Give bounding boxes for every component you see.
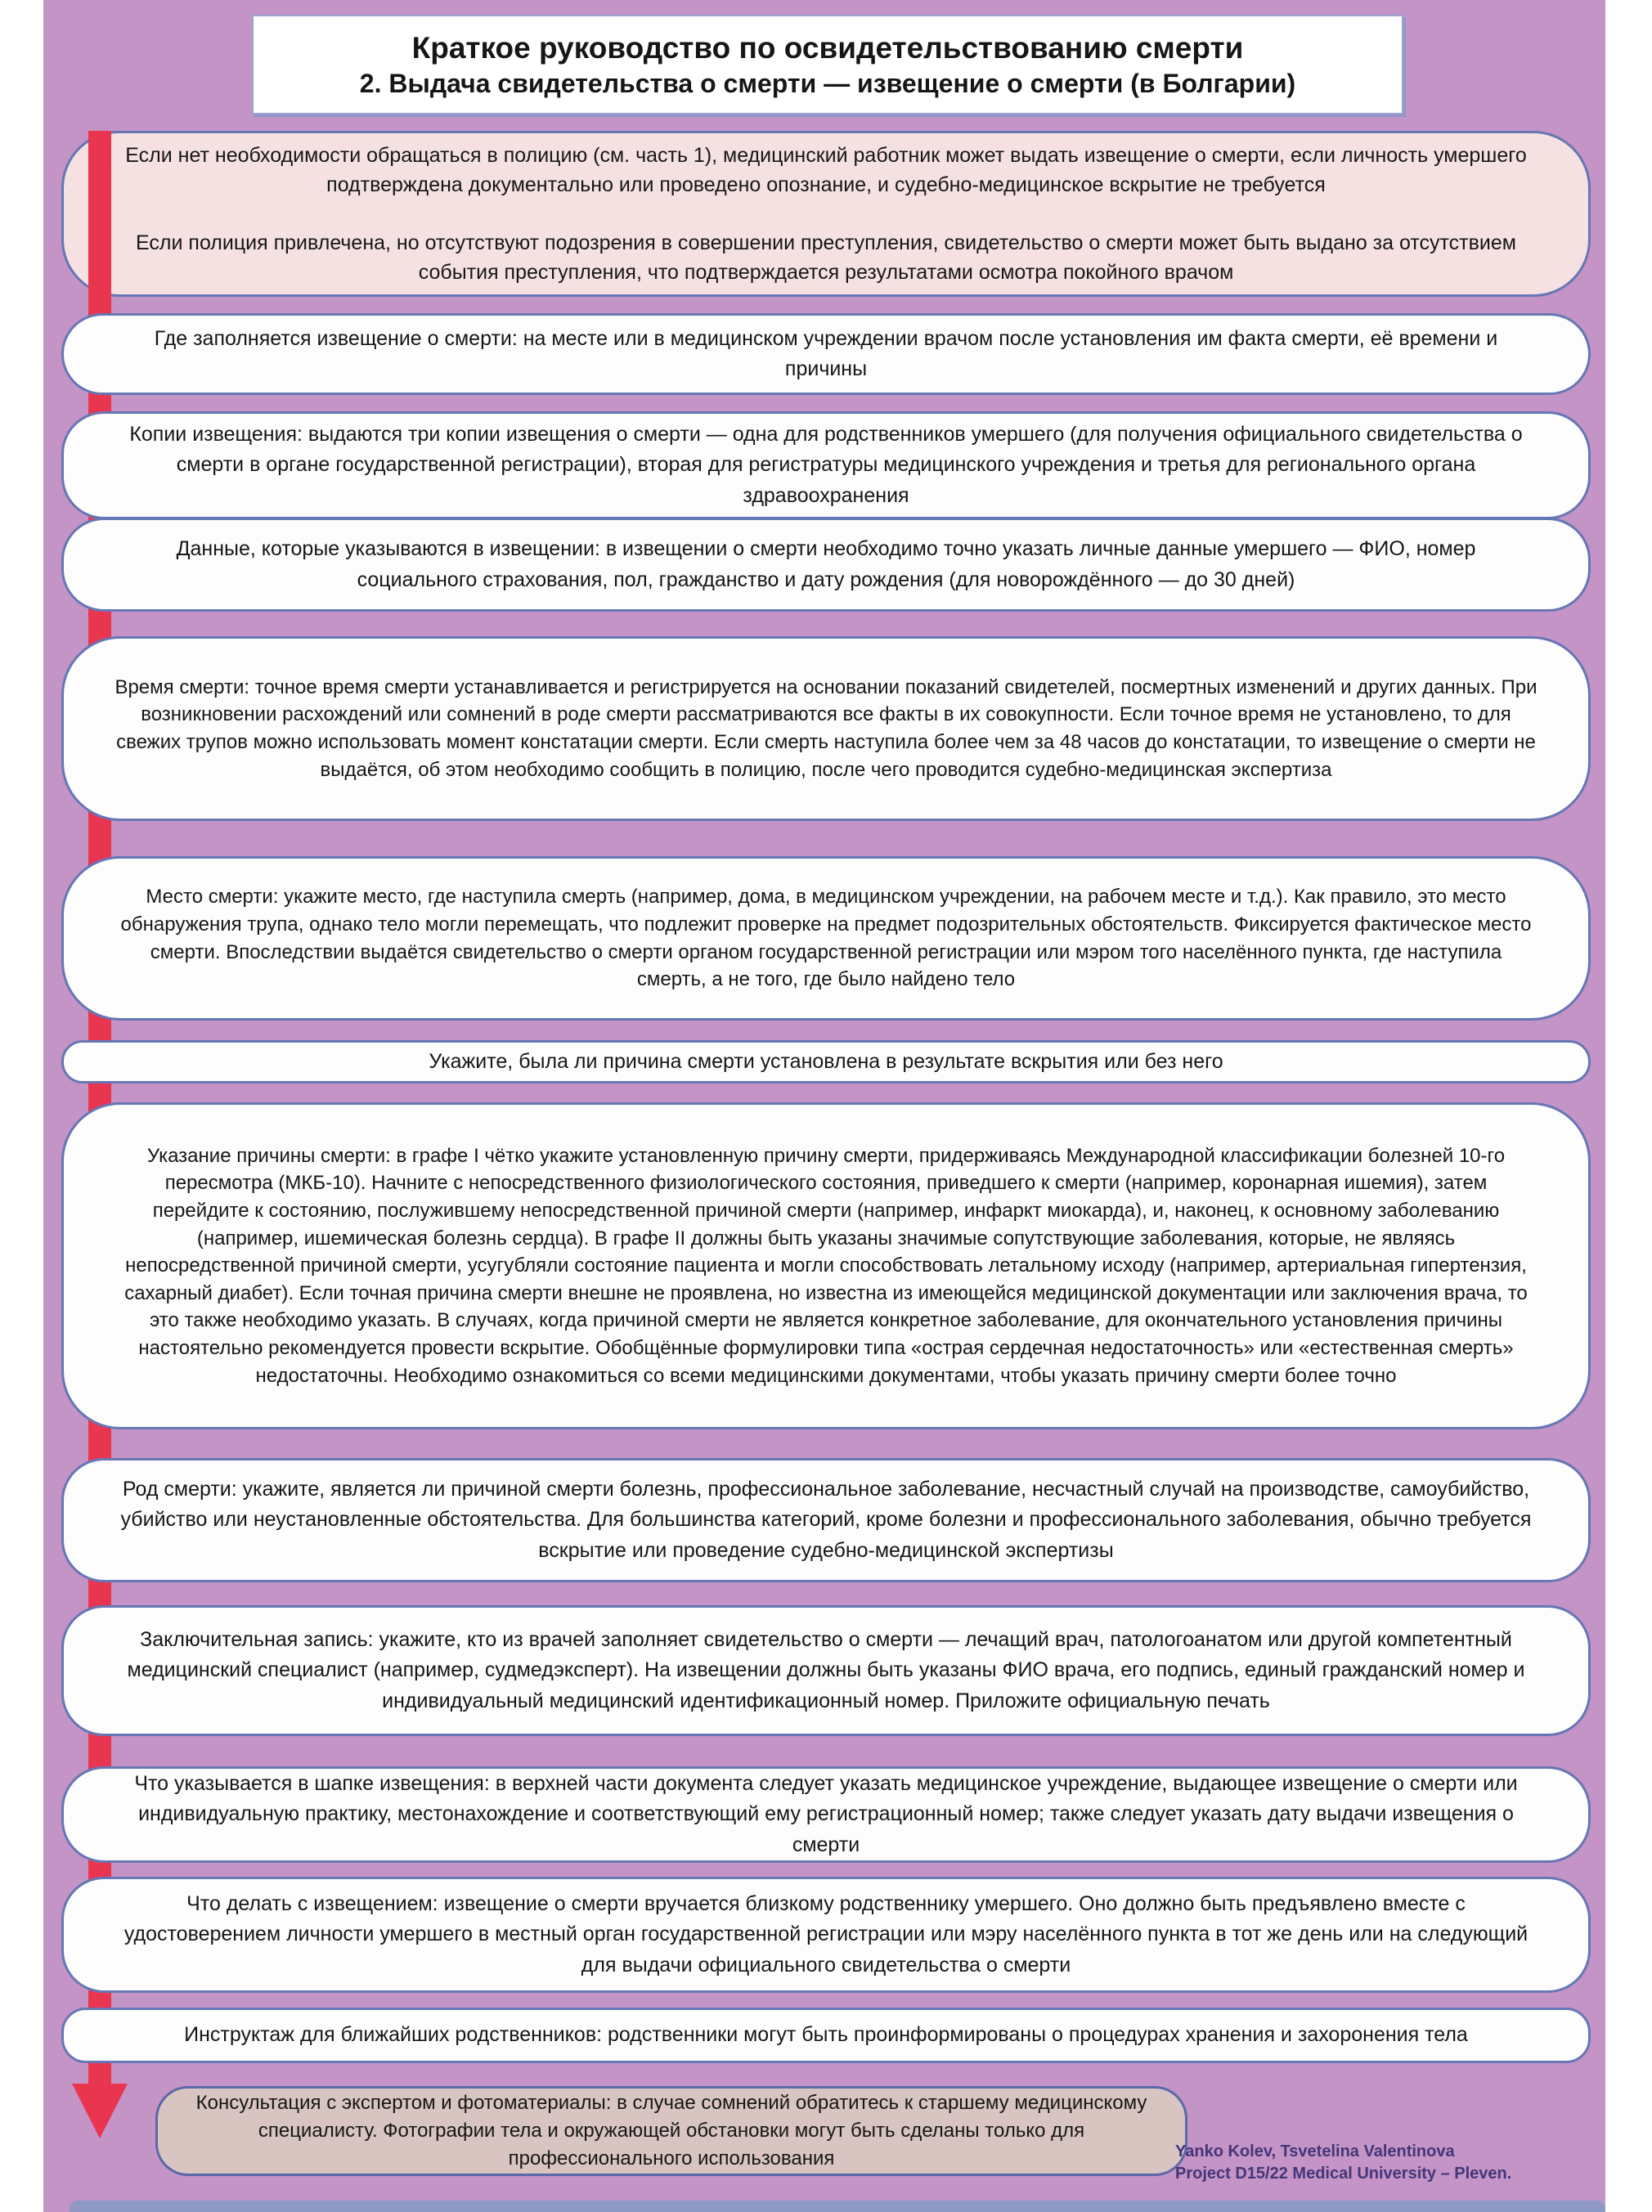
poster-title: Краткое руководство по освидетельствованию смерти — [411, 30, 1244, 65]
poster-subtitle: 2. Выдача свидетельства о смерти — извещение о смерти (в Болгарии) — [359, 69, 1296, 99]
step-box-header-info — [61, 1766, 1591, 1863]
step-text: Инструктаж для ближайших родственников: родственники могут быть проинформированы о процедурах хранения и захоронения тела — [184, 2023, 1468, 2047]
step-text: Данные, которые указываются в извещении: в извещении о смерти необходимо точно указать личные данные умершего — ФИО, номер социального страхования, пол, гражданство и дату рождения (для новорождённого — до 30 дней) — [176, 537, 1476, 591]
step-box-deceased-data — [61, 518, 1591, 612]
step-text: Укажите, была ли причина смерти установлена в результате вскрытия или без него — [429, 1049, 1223, 1073]
expert-consultation-box — [155, 2086, 1187, 2176]
step-box-what-to-do-with-notice — [61, 1877, 1591, 1993]
bottom-strip — [70, 2201, 1605, 2212]
step-box-cause-of-death — [61, 1102, 1591, 1429]
step-text: Заключительная запись: укажите, кто из врачей заполняет свидетельство о смерти — лечащий врач, патологоанатом или другой компетентный медицинский специалист (например, судмедэксперт). На извещении должны быть указаны ФИО врача, его подпись, единый гражданский номер и индивидуальный медицинский идентификационный номер. Приложите официальную печать — [127, 1627, 1525, 1712]
step-box-time-of-death — [61, 636, 1591, 821]
intro-box — [61, 131, 1591, 297]
step-text: Что указывается в шапке извещения: в верхней части документа следует указать медицинское учреждение, выдающее извещение о смерти или индивидуальную практику, местонахождение и соответствующий ему регистрационный номер; также следует указать дату выдачи извещения о смерти — [134, 1771, 1518, 1856]
step-text: Время смерти: точное время смерти устанавливается и регистрируется на основании показаний свидетелей, посмертных изменений и других данных. При возникновении расхождений или сомнений в роде смерти рассматриваются все факты в их совокупности. Если точное время не установлено, то для свежих трупов можно использовать момент констатации смерти. Если смерть наступила более чем за 48 часов до констатации, то извещение о смерти не выдаётся, об этом необходимо сообщить в полицию, после чего проводится судебно-медицинская экспертиза — [114, 675, 1538, 781]
step-box-place-of-death — [61, 856, 1591, 1021]
step-box-autopsy-question — [61, 1040, 1591, 1084]
step-box-where-filled — [61, 313, 1591, 395]
step-text: Где заполняется извещение о смерти: на месте или в медицинском учреждении врачом после установления им факта смерти, её времени и причины — [154, 326, 1498, 380]
step-box-copies — [61, 411, 1591, 519]
credits — [1175, 2141, 1633, 2185]
step-text: Род смерти: укажите, является ли причиной смерти болезнь, профессиональное заболевание, несчастный случай на производстве, самоубийство, убийство или неустановленные обстоятельства. Для большинства категорий, кроме болезни и профессионального заболевания, обычно требуется вскрытие или проведение судебно-медицинской экспертизы — [120, 1477, 1532, 1562]
intro-paragraph-1: Если нет необходимости обращаться в полицию (см. часть 1), медицинский работник может выдать извещение о смерти, если личность умершего подтверждена документально или проведено опознание, и судебно-медицинское вскрытие не требуется — [125, 144, 1527, 197]
flow-arrow-head-icon — [72, 2084, 128, 2138]
step-box-relatives-briefing — [61, 2008, 1591, 2063]
title-box — [252, 15, 1403, 114]
step-box-manner-of-death — [61, 1458, 1591, 1582]
step-box-final-entry — [61, 1605, 1591, 1736]
step-text: Указание причины смерти: в графе I чётко укажите установленную причину смерти, придерживаясь Международной классификации болезней 10-го пересмотра (МКБ-10). Начните с непосредственного физиологического состояния, приведшего к смерти (например, коронарная ишемия), затем перейдите к состоянию, послужившему непосредственной причиной смерти (например, инфаркт миокарда), и, наконец, к основному заболеванию (например, ишемическая болезнь сердца). В графе II должны быть указаны значимые сопутствующие заболевания, которые, не являясь непосредственной причиной смерти, усугубляли состояние пациента и могли способствовать летальному исходу (например, артериальная гипертензия, сахарный диабет). Если точная причина смерти внешне не проявлена, но известна из имеющейся медицинской документации или заключения врача, то это также необходимо указать. В случаях, когда причиной смерти не является конкретное заболевание, для окончательного установления причины настоятельно рекомендуется провести вскрытие. Обобщённые формулировки типа «острая сердечная недостаточность» или «естественная смерть» недостаточны. Необходимо ознакомиться со всеми медицинскими документами, чтобы указать причину смерти более точно — [124, 1144, 1528, 1387]
step-text: Что делать с извещением: извещение о смерти вручается близкому родственнику умершего. Оно должно быть предъявлено вместе с удостоверением личности умершего в местный орган государственной регистрации или мэру населённого пункта в тот же день или на следующий для выдачи официального свидетельства о смерти — [123, 1891, 1529, 1976]
credits-authors: Yanko Kolev, Tsvetelina Valentinova — [1175, 2142, 1455, 2160]
intro-paragraph-2: Если полиция привлечена, но отсутствуют подозрения в совершении преступления, свидетельство о смерти может быть выдано за отсутствием события преступления, что подтверждается результатами осмотра покойного врачом — [136, 231, 1516, 284]
step-text: Место смерти: укажите место, где наступила смерть (например, дома, в медицинском учреждении, на рабочем месте и т.д.). Как правило, это место обнаружения трупа, однако тело могли перемещать, что подлежит проверке на предмет подозрительных обстоятельств. Фиксируется фактическое место смерти. Впоследствии выдаётся свидетельство о смерти органом государственной регистрации или мэром того населённого пункта, где наступила смерть, а не того, где было найдено тело — [120, 886, 1532, 991]
step-text: Копии извещения: выдаются три копии извещения о смерти — одна для родственников умершего (для получения официального свидетельства о смерти в органе государственной регистрации), вторая для регистратуры медицинского учреждения и третья для регионального органа здравоохранения — [129, 422, 1523, 507]
expert-consultation-text: Консультация с экспертом и фотоматериалы: в случае сомнений обратитесь к старшему медицинскому специалисту. Фотографии тела и окружающей обстановки могут быть сделаны только для профессионального использования — [195, 2091, 1147, 2170]
credits-project: Project D15/22 Medical University – Pleven. — [1175, 2165, 1512, 2183]
